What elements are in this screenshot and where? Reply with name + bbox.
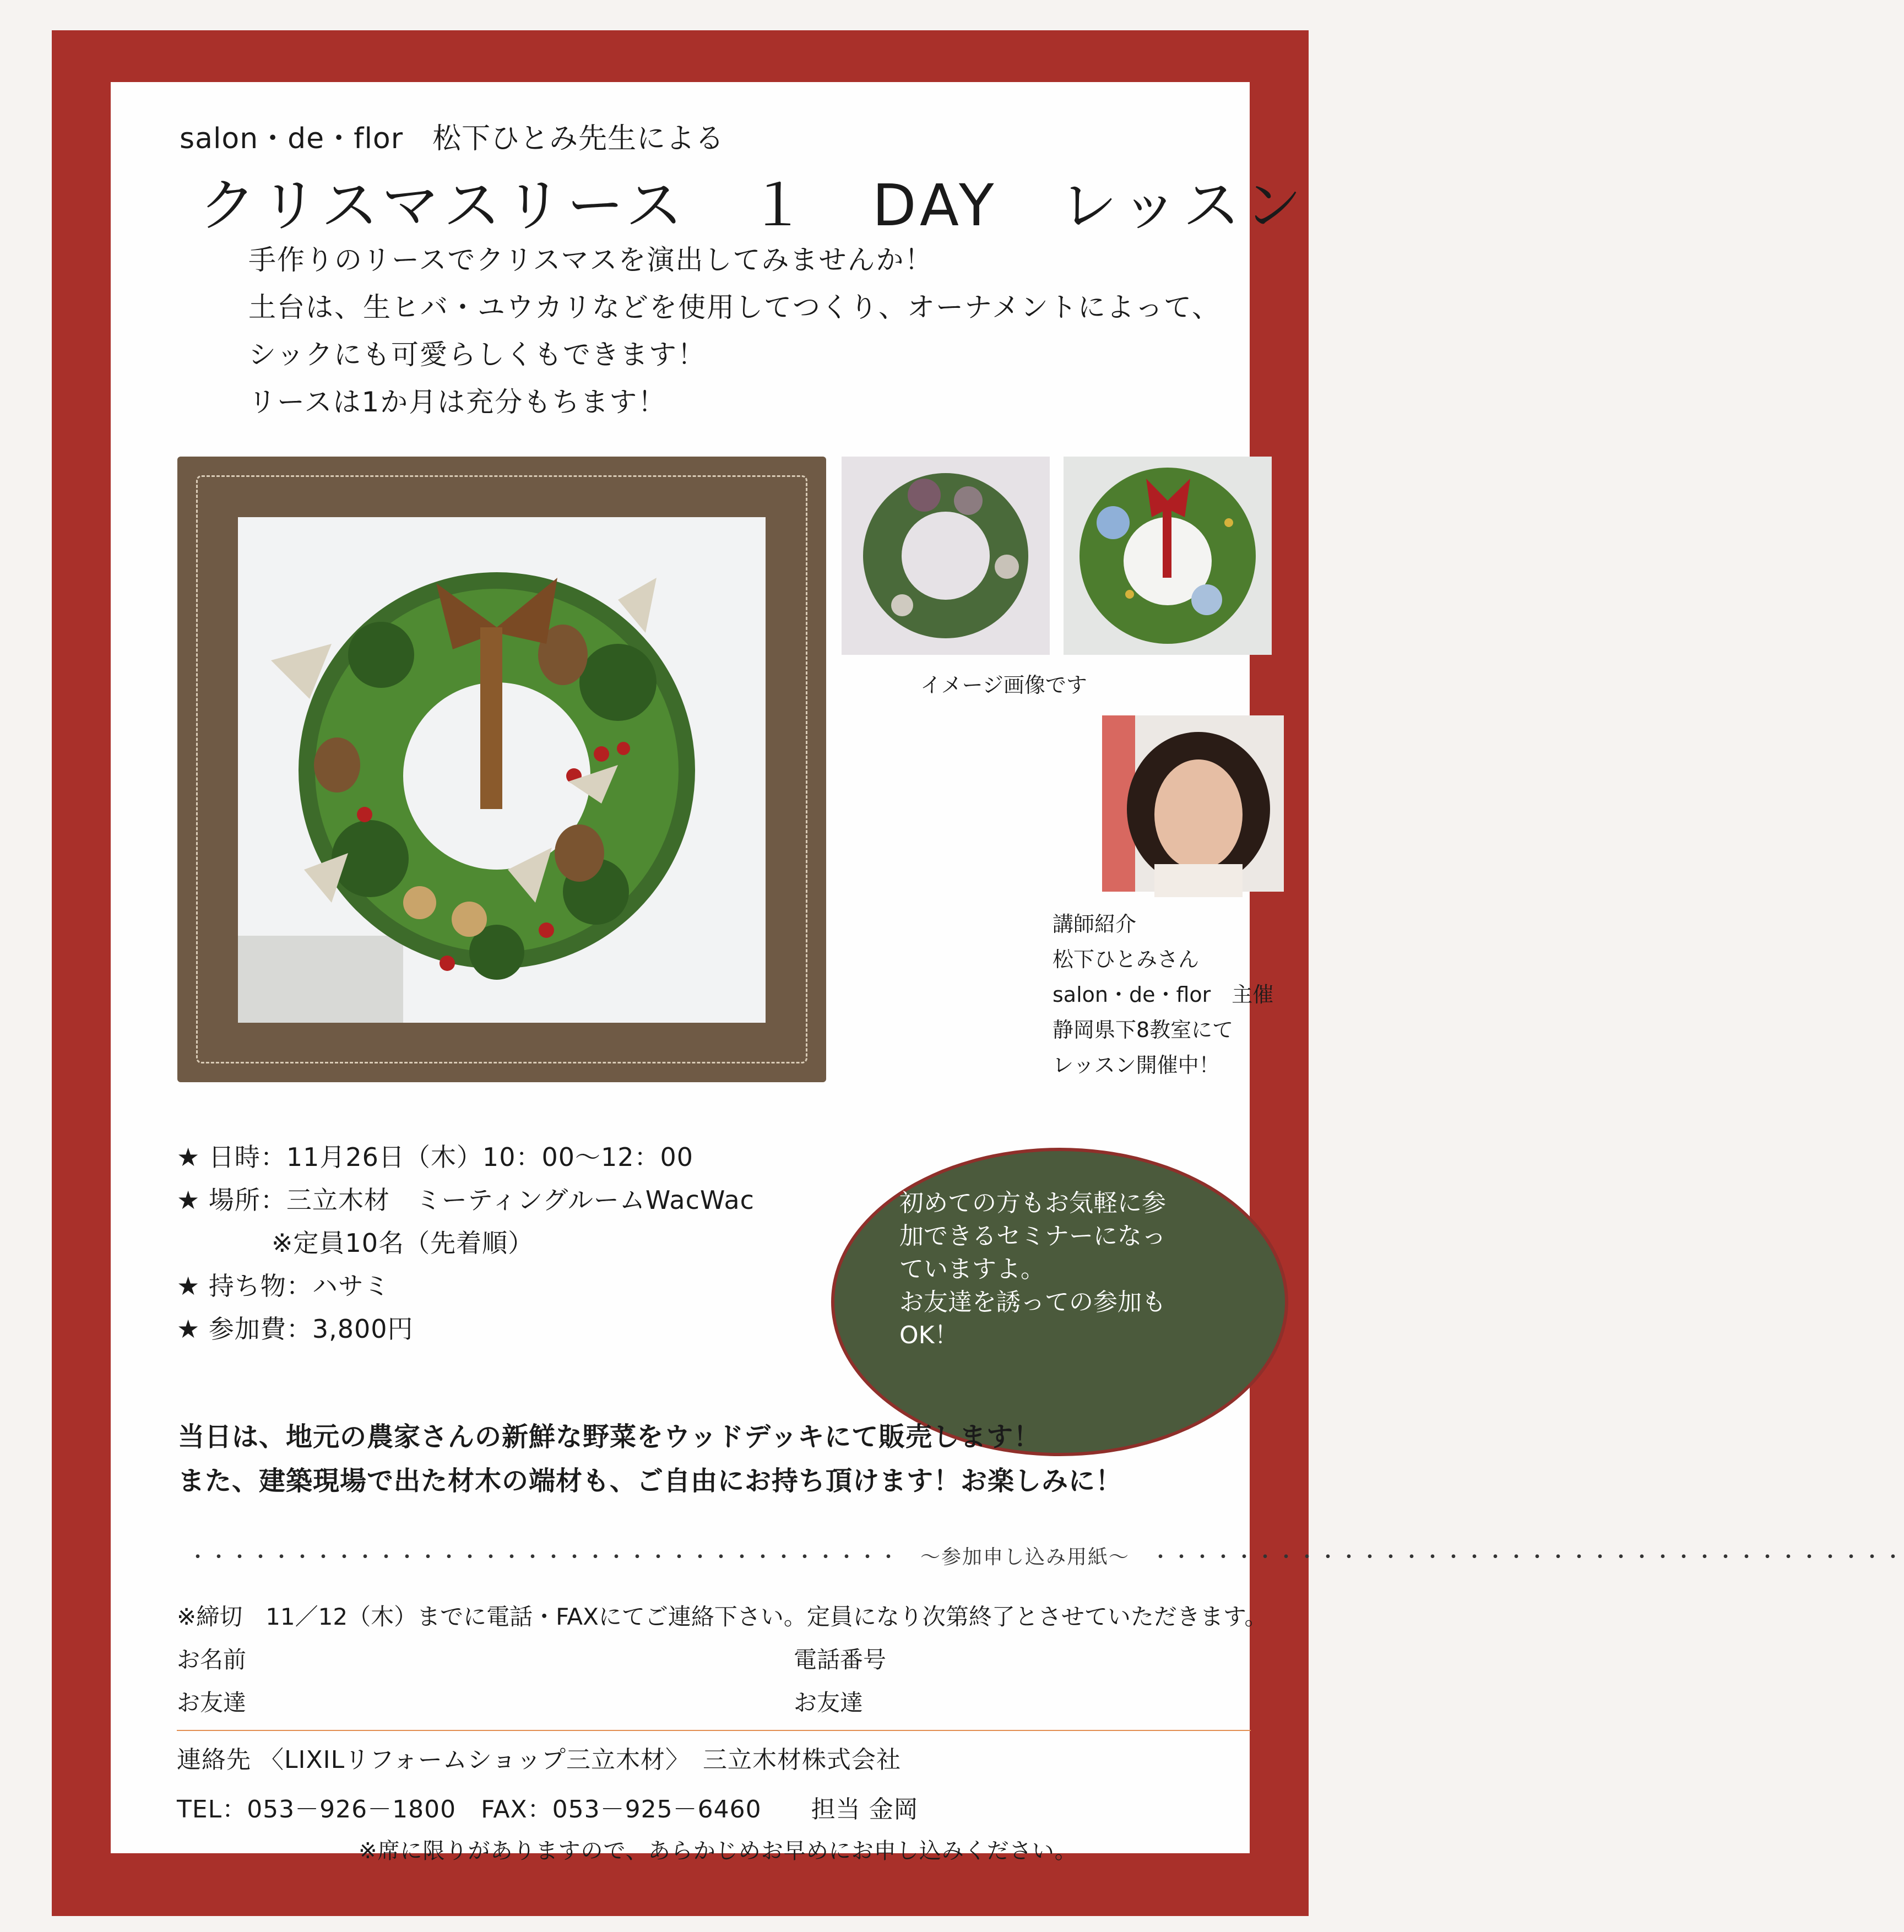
wreath-image — [238, 517, 766, 1023]
oval-line: ていますよ。 — [899, 1255, 1045, 1283]
notice-line: また、建築現場で出た材木の端材も、ご自由にお持ち頂けます！お楽しみに！ — [178, 1466, 1123, 1496]
oval-line: OK！ — [899, 1321, 959, 1349]
contact-note-text: ※席に限りがありますので、あらかじめお早めにお申し込みください。 — [359, 1838, 1077, 1864]
name-label-text: お名前 — [177, 1646, 247, 1673]
phone-label-text: 電話番号 — [794, 1646, 887, 1673]
contact-note — [359, 1833, 1077, 1865]
detail-bring: ★ 持ち物：ハサミ — [177, 1271, 390, 1301]
deadline-text: ※締切 11／12（木）までに電話・FAXにてご連絡下さい。定員になり次第終了とさせていただきます。 — [177, 1603, 1268, 1630]
flyer-content — [111, 82, 1904, 1864]
phone-label — [794, 1642, 886, 1675]
notice-text — [178, 1415, 1122, 1503]
intro-text — [248, 236, 1220, 426]
contact-phone-fax — [177, 1789, 919, 1825]
oval-message — [899, 1187, 1166, 1352]
oval-line: 加できるセミナーになっ — [899, 1222, 1166, 1250]
main-wreath-photo — [177, 457, 826, 1082]
deadline-note — [177, 1599, 1268, 1632]
teacher-line: 講師紹介 — [1053, 912, 1137, 936]
event-details — [177, 1136, 755, 1350]
subtitle: salon・de・flor 松下ひとみ先生による — [180, 122, 725, 155]
teacher-line: 静岡県下8教室にて — [1053, 1018, 1234, 1042]
contact-info — [177, 1740, 901, 1775]
sample-wreath-photo — [842, 457, 1050, 655]
intro-line: 土台は、生ヒバ・ユウカリなどを使用してつくり、オーナメントによって、 — [248, 291, 1220, 323]
teacher-line: レッスン開催中！ — [1053, 1053, 1220, 1077]
oval-line: お友達を誘っての参加も — [899, 1288, 1166, 1316]
detail-capacity: ※定員10名（先着順） — [272, 1228, 534, 1258]
detail-fee: ★ 参加費：3,800円 — [177, 1314, 414, 1344]
sample-wreath-photo — [1064, 457, 1272, 655]
detail-place: ★ 場所：三立木材 ミーティングルームWacWac — [177, 1185, 755, 1215]
friend-label-left — [177, 1685, 246, 1718]
teacher-photo — [1102, 715, 1284, 892]
friend-label-text: お友達 — [794, 1689, 864, 1716]
name-label — [177, 1642, 246, 1675]
friend-label-text: お友達 — [177, 1689, 247, 1716]
teacher-line: 松下ひとみさん — [1053, 947, 1200, 972]
intro-line: リースは1か月は充分もちます！ — [248, 386, 667, 418]
form-write-line — [177, 1730, 1251, 1731]
detail-datetime: ★ 日時：11月26日（木）10：00～12：00 — [177, 1142, 694, 1172]
oval-line: 初めての方もお気軽に参 — [899, 1189, 1166, 1217]
form-divider: ・・・・・・・・・・・・・・・・・・・・・・・・・・・・・・・・・・ ～参加申し込み用紙～ ・・・・・・・・・・・・・・・・・・・・・・・・・・・・・・・・・・・・ — [188, 1546, 1904, 1569]
notice-line: 当日は、地元の農家さんの新鮮な野菜をウッドデッキにて販売します！ — [178, 1421, 1041, 1452]
image-caption: イメージ画像です — [920, 673, 1087, 697]
intro-line: シックにも可愛らしくもできます！ — [248, 339, 706, 371]
page-title: クリスマスリース １ DAY レッスン — [199, 172, 1306, 239]
contact-line1: 連絡先 〈LIXILリフォームショップ三立木材〉 三立木材株式会社 — [177, 1746, 902, 1774]
intro-line: 手作りのリースでクリスマスを演出してみませんか！ — [248, 244, 934, 276]
teacher-line: salon・de・flor 主催 — [1053, 983, 1274, 1007]
contact-line2: TEL：053－926－1800 FAX：053－925－6460 担当 金岡 — [177, 1795, 919, 1824]
friend-label-right — [794, 1685, 863, 1718]
flyer-border — [52, 30, 1904, 1916]
teacher-profile — [1053, 907, 1273, 1083]
